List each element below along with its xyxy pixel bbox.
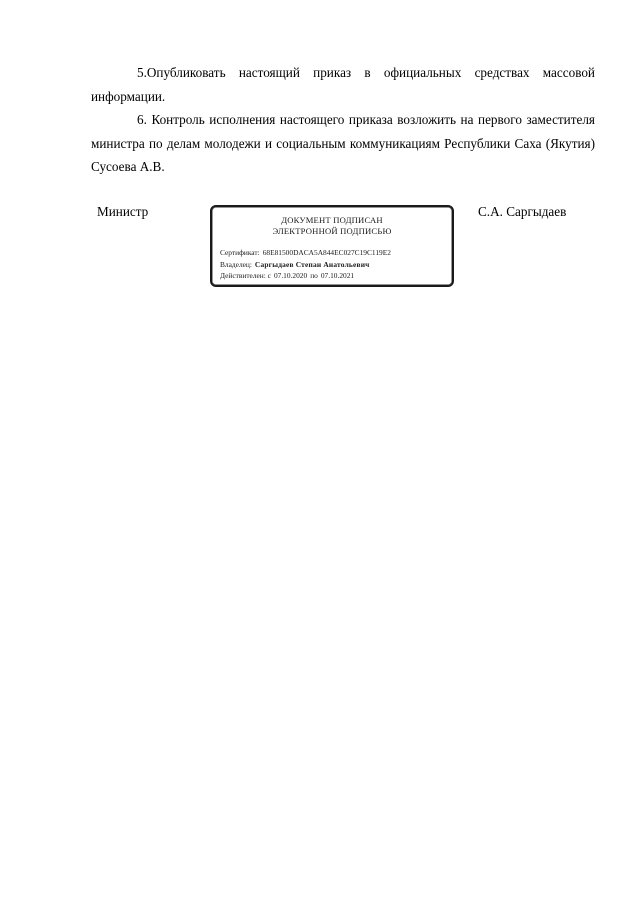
signature-block xyxy=(0,0,640,300)
stamp-validity-line xyxy=(220,271,354,281)
signer-position: Министр xyxy=(97,204,149,219)
electronic-signature-stamp xyxy=(210,205,454,287)
owner-label: Владелец: xyxy=(220,260,252,269)
stamp-certificate-line xyxy=(220,248,391,258)
stamp-title-line-2: ЭЛЕКТРОННОЙ ПОДПИСЬЮ xyxy=(272,226,392,236)
owner-value: Саргыдаев Степан Анатольевич xyxy=(254,260,370,269)
paragraph-publish: 5.Опубликовать настоящий приказ в официальных средствах массовой информации. xyxy=(91,65,595,104)
valid-label: Действителен: с xyxy=(220,271,271,280)
certificate-label: Сертификат: xyxy=(220,248,260,257)
valid-to: 07.10.2021 xyxy=(320,271,355,280)
valid-from: 07.10.2020 xyxy=(273,271,308,280)
stamp-title-line-1: ДОКУМЕНТ ПОДПИСАН xyxy=(281,215,383,225)
signer-name: С.А. Саргыдаев xyxy=(478,204,567,219)
valid-to-label: по xyxy=(310,271,318,280)
stamp-title xyxy=(212,215,452,237)
certificate-value: 68E81500DACA5A844EC027C19C119E2 xyxy=(262,248,391,257)
paragraph-control: 6. Контроль исполнения настоящего приказа возложить на первого заместителя министра по делам молодежи и социальным коммуникациям Республики Саха (Якутия) Сусоева А.В. xyxy=(91,112,595,174)
stamp-owner-line xyxy=(220,260,370,270)
